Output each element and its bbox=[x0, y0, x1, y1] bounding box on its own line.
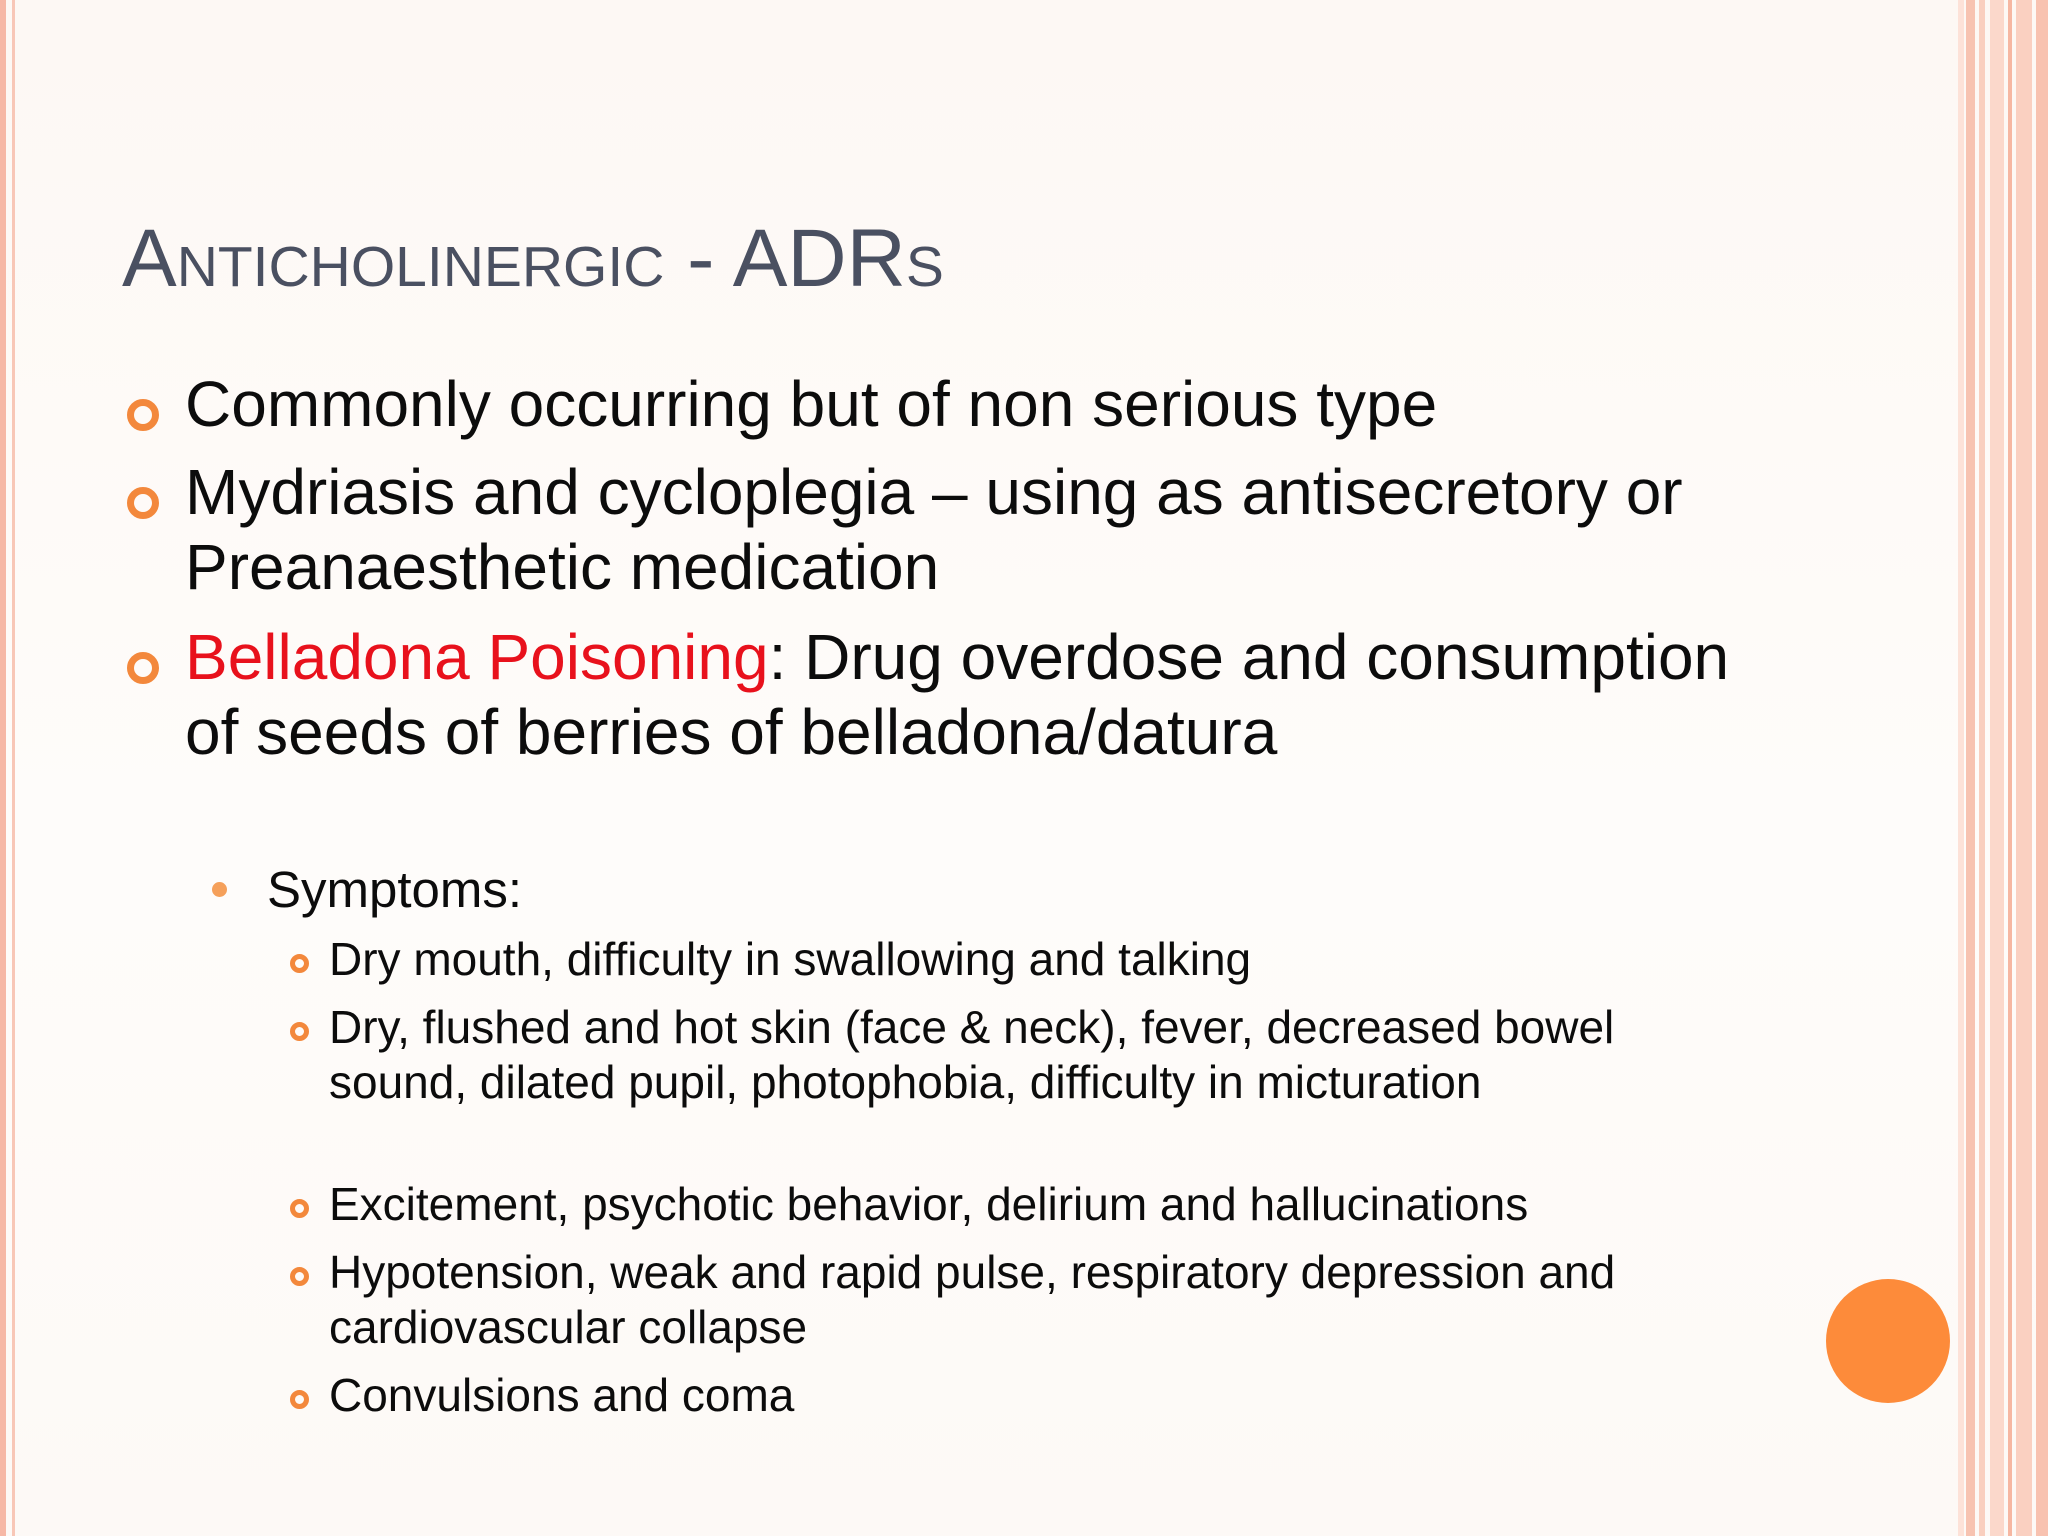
decorative-orange-circle bbox=[1826, 1279, 1950, 1403]
right-border-stripe bbox=[1979, 0, 1985, 1536]
sub-heading: Symptoms: bbox=[267, 861, 523, 918]
highlight-text: Belladona Poisoning bbox=[185, 621, 769, 693]
hollow-circle-icon bbox=[290, 1022, 309, 1041]
symptom-item: Dry, flushed and hot skin (face & neck), fever, decreased bowel sound, dilated pupil, photophobia, difficulty in micturation bbox=[329, 1001, 1615, 1108]
hollow-circle-icon bbox=[290, 954, 309, 973]
filled-dot-icon bbox=[212, 882, 227, 897]
slide-title: Anticholinergic - ADRs bbox=[122, 213, 944, 304]
right-border-stripe bbox=[1990, 0, 2004, 1536]
bullet-item: Commonly occurring but of non serious type bbox=[185, 368, 1438, 440]
right-border-stripe bbox=[2016, 0, 2032, 1536]
bullet-item-poisoning bbox=[185, 620, 1745, 770]
symptom-item: Dry mouth, difficulty in swallowing and talking bbox=[329, 933, 1252, 985]
hollow-circle-icon bbox=[127, 487, 159, 519]
hollow-circle-icon bbox=[127, 652, 159, 684]
bullet-item: Mydriasis and cycloplegia – using as antisecretory or Preanaesthetic medication bbox=[185, 456, 1683, 603]
hollow-circle-icon bbox=[290, 1199, 309, 1218]
right-border-stripe bbox=[2036, 0, 2048, 1536]
symptom-item: Excitement, psychotic behavior, delirium and hallucinations bbox=[329, 1178, 1529, 1230]
hollow-circle-icon bbox=[127, 399, 159, 431]
symptom-item: Convulsions and coma bbox=[329, 1369, 795, 1421]
symptom-item: Hypotension, weak and rapid pulse, respiratory depression and cardiovascular collapse bbox=[329, 1246, 1616, 1353]
bullet-text: : Drug overdose and consumption of seeds of berries of belladona/datura bbox=[185, 621, 1730, 768]
right-border-stripe bbox=[1966, 0, 1975, 1536]
right-border-stripe bbox=[2008, 0, 2012, 1536]
left-border-line-thin bbox=[12, 0, 15, 1536]
left-border-line bbox=[0, 0, 6, 1536]
hollow-circle-icon bbox=[290, 1390, 309, 1409]
hollow-circle-icon bbox=[290, 1267, 309, 1286]
right-border-stripe bbox=[1958, 0, 1964, 1536]
